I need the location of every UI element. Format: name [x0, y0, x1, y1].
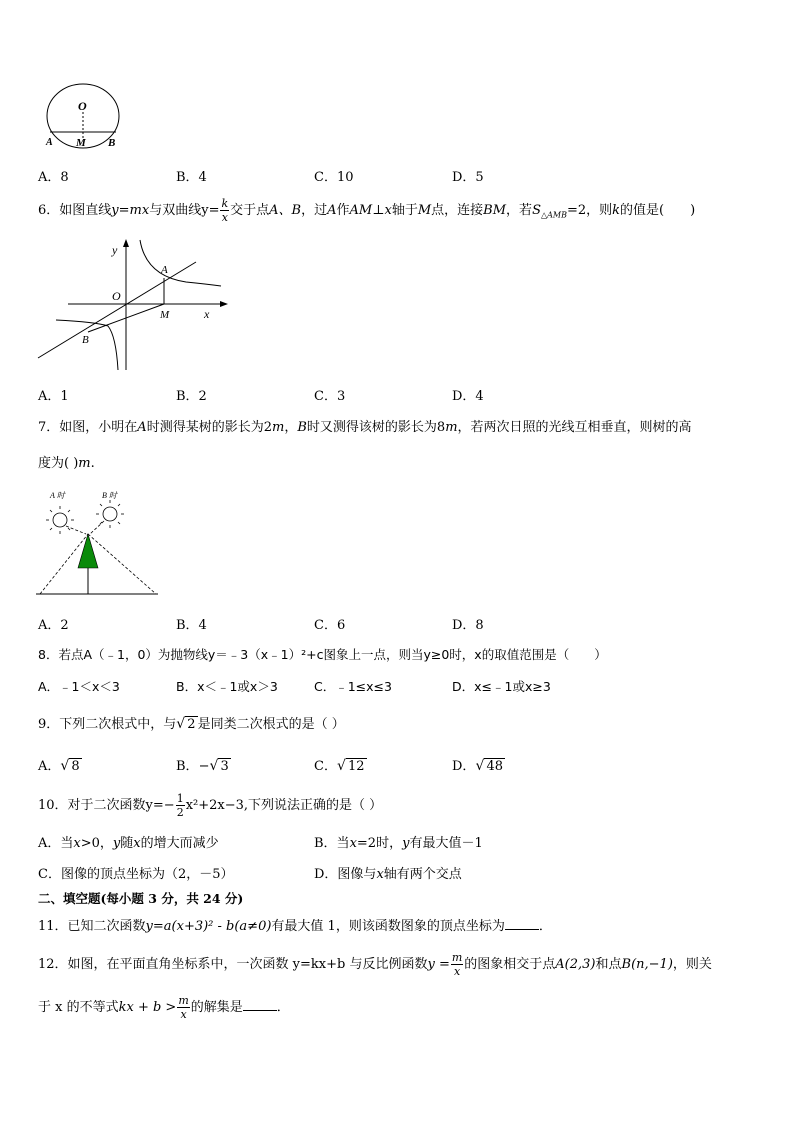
- q12-frac-den: x: [180, 1008, 187, 1021]
- q10-var: y: [112, 836, 121, 851]
- q10-option-a: [38, 832, 219, 851]
- q6-x-arrow: [220, 301, 228, 307]
- q12-text: 和点: [595, 957, 622, 972]
- q12-expr: kx + b >: [118, 1000, 177, 1015]
- q9-radicand: 2: [187, 717, 196, 732]
- q6-option-d: D．4: [452, 389, 484, 404]
- q7-text: ，若两次日照的光线互相垂直，则树的高: [457, 420, 692, 435]
- q7-sun-b-icon: [96, 500, 124, 528]
- q7-number: 7．: [38, 420, 60, 435]
- q6-area-sub: △AMB: [540, 210, 567, 220]
- q10-opt-text: A．当: [38, 836, 74, 851]
- q7-text: 时又测得该树的影长为: [306, 420, 437, 435]
- q7-ray-b: [88, 534, 156, 594]
- q5-label-o: O: [78, 99, 87, 113]
- q9-sign: −: [198, 759, 210, 774]
- q6-expr: y=: [201, 203, 220, 218]
- q6-text: 交于点: [230, 203, 270, 218]
- q12-text: 12．如图，在平面直角坐标系中，一次函数 y=kx+b 与反比例函数: [38, 957, 428, 972]
- q5-option-c: C．10: [314, 170, 354, 185]
- q5-figure: [40, 82, 132, 152]
- q6-hyperbola-upper: [140, 240, 221, 286]
- q12-point-b: B(n,−1): [621, 957, 673, 972]
- q7-question-line1: [38, 416, 692, 435]
- q6-y-arrow: [123, 239, 129, 247]
- q7-option-a: A．2: [38, 618, 69, 633]
- q7-option-b: B．4: [176, 618, 207, 633]
- q6-label-o: O: [112, 289, 121, 303]
- q6-text: 如图直线: [59, 203, 112, 218]
- q6-line-y-mx: [38, 262, 196, 358]
- q9-sqrt: [176, 717, 197, 732]
- q5-label-m: M: [76, 137, 86, 149]
- q10-question: [38, 792, 382, 819]
- q12-question-line1: [38, 951, 712, 978]
- q5-option-d: D．5: [452, 170, 484, 185]
- q6-perp: ⊥: [372, 203, 385, 218]
- q12-answer-blank[interactable]: [243, 998, 277, 1011]
- q7-text: ，: [284, 420, 298, 435]
- q6-text: ，过: [301, 203, 328, 218]
- q8-option-d: D．x≤﹣1或x≥3: [452, 679, 551, 694]
- q9-option-b: [176, 755, 231, 774]
- q9-option-letter: A．: [38, 759, 61, 774]
- q10-option-b: [314, 832, 483, 851]
- q8-question: 8．若点A（﹣1，0）为抛物线y＝﹣3（x﹣1）²+c图象上一点，则当y≥0时，x的取值范围是（ ）: [38, 647, 607, 662]
- q12-text: 的解集是: [190, 1000, 243, 1015]
- q7-tree-icon: [78, 534, 98, 568]
- q7-text: 时测得某树的影长为: [146, 420, 264, 435]
- q9-radicand: 3: [220, 759, 229, 774]
- q7-time-b: B: [297, 420, 307, 435]
- q6-frac-den: x: [221, 211, 228, 224]
- q9-radicand: 12: [347, 759, 365, 774]
- q5-option-a: A．8: [38, 170, 69, 185]
- q8-option-a: A．﹣1＜x＜3: [38, 679, 120, 694]
- q6-points: A、B: [269, 203, 302, 218]
- q9-sqrt: [337, 759, 367, 774]
- q7-sun-b-ray: [90, 521, 104, 534]
- q9-option-c: [314, 755, 367, 774]
- q10-opt-text: B．当: [314, 836, 350, 851]
- q12-text: 于 x 的不等式: [38, 1000, 119, 1015]
- q12-fraction: [177, 994, 189, 1021]
- q10-text: 10．对于二次函数: [38, 798, 146, 813]
- q7-unit: m: [271, 420, 285, 435]
- q6-text: 轴于: [391, 203, 418, 218]
- q12-frac-num: m: [178, 994, 189, 1007]
- q7-text: 度为( ): [38, 456, 79, 471]
- q6-bm: BM: [483, 203, 507, 218]
- q6-option-b: B．2: [176, 389, 207, 404]
- q7-label-a-time: A 时: [50, 491, 65, 500]
- q12-fraction: [451, 951, 463, 978]
- q6-text: 点，连接: [431, 203, 484, 218]
- q7-time-a: A: [137, 420, 147, 435]
- q7-label-b-time: B 时: [102, 491, 117, 500]
- q6-fraction: [220, 197, 229, 224]
- q7-text: 如图，小明在: [59, 420, 138, 435]
- q10-option-d: [314, 863, 462, 882]
- q10-opt-text: D．图像与: [314, 867, 377, 882]
- q6-expr: =mx: [118, 203, 150, 218]
- q5-label-a: A: [46, 137, 53, 148]
- q9-option-a: [38, 755, 82, 774]
- q11-text: 11．已知二次函数: [38, 919, 146, 934]
- q6-text: 与双曲线: [149, 203, 202, 218]
- q7-unit: m: [445, 420, 458, 435]
- q10-var: x: [133, 836, 141, 851]
- q7-figure: [36, 486, 166, 598]
- q9-sqrt: [475, 759, 505, 774]
- q6-label-x: x: [204, 307, 210, 321]
- q6-point-m: M: [417, 203, 432, 218]
- q12-frac-num: m: [451, 951, 463, 964]
- q6-text: 的值是( ): [620, 203, 696, 218]
- q12-question-line2: [38, 994, 290, 1021]
- q10-opt-text: 的增大而减少: [140, 836, 219, 851]
- q6-text: =2，则: [566, 203, 613, 218]
- q7-sun-a-icon: [46, 506, 74, 534]
- q10-opt-text: 随: [120, 836, 134, 851]
- q10-var: x: [376, 867, 384, 882]
- q12-frac-den: x: [453, 965, 461, 978]
- q6-option-a: A．1: [38, 389, 69, 404]
- q10-var: x: [73, 836, 81, 851]
- q11-answer-blank[interactable]: [505, 917, 539, 930]
- q11-question: [38, 915, 552, 934]
- q10-frac-den: 2: [176, 806, 184, 819]
- q6-label-y: y: [112, 243, 118, 257]
- q9-sqrt: [209, 759, 230, 774]
- q12-text: 的图象相交于点: [464, 957, 556, 972]
- q9-option-letter: D．: [452, 759, 476, 774]
- q6-number: 6．: [38, 203, 60, 218]
- q10-var: y: [402, 836, 410, 851]
- q9-radicand: 8: [71, 759, 80, 774]
- q7-option-c: C．6: [314, 618, 346, 633]
- q11-text: 有最大值 1，则该函数图象的顶点坐标为: [271, 919, 505, 934]
- q10-opt-text: >0，: [80, 836, 113, 851]
- q7-unit: m: [78, 456, 91, 471]
- q6-label-b: B: [82, 334, 89, 346]
- q6-point-a: A: [327, 203, 337, 218]
- q10-opt-text: 轴有两个交点: [383, 867, 462, 882]
- q6-text: ，若: [506, 203, 533, 218]
- q10-text: 下列说法正确的是（ ）: [248, 798, 383, 813]
- q10-var: x: [349, 836, 357, 851]
- q6-text: 作: [336, 203, 350, 218]
- q6-frac-num: k: [221, 197, 229, 210]
- q10-expr: y=−: [145, 798, 175, 813]
- q6-label-m: M: [160, 309, 170, 321]
- q10-frac-num: 1: [176, 792, 184, 805]
- q9-question: [38, 713, 345, 732]
- q10-opt-text: 有最大值－1: [409, 836, 483, 851]
- q6-x: x: [384, 203, 392, 218]
- q7-sun-a-ray: [66, 526, 86, 534]
- q10-fraction: [176, 792, 185, 819]
- q9-radicand: 48: [486, 759, 503, 774]
- q8-option-b: B．x＜﹣1或x＞3: [176, 679, 278, 694]
- section-title: 二、填空题(每小题 3 分，共 24 分): [38, 891, 244, 906]
- q5-option-b: B．4: [176, 170, 207, 185]
- q9-sqrt: [60, 759, 81, 774]
- q10-option-c: C．图像的顶点坐标为（2，－5）: [38, 867, 234, 882]
- q10-opt-text: =2时，: [356, 836, 403, 851]
- q6-option-c: C．3: [314, 389, 346, 404]
- q12-point-a: A(2,3): [555, 957, 596, 972]
- q9-option-letter: C．: [314, 759, 337, 774]
- q9-text: 是同类二次根式的是（ ）: [197, 717, 345, 732]
- q6-question: [38, 197, 695, 224]
- q6-expr: y: [111, 203, 119, 218]
- q11-text: ．: [538, 919, 552, 934]
- q6-k: k: [612, 203, 621, 218]
- q12-text: ，则关: [672, 957, 712, 972]
- q7-question-line2: [38, 452, 95, 471]
- q7-option-d: D．8: [452, 618, 484, 633]
- q9-option-d: [452, 755, 505, 774]
- q12-text: ．: [276, 1000, 290, 1015]
- q10-expr: x²+2x−3,: [185, 798, 249, 813]
- q7-value-1: 2: [263, 420, 272, 435]
- q6-figure: [36, 236, 236, 376]
- q5-label-b: B: [108, 137, 116, 149]
- q7-text: .: [90, 456, 95, 471]
- q6-area-s: S: [532, 203, 541, 218]
- q6-label-a: A: [161, 264, 168, 276]
- q9-text: 9．下列二次根式中，与: [38, 717, 177, 732]
- q12-expr: y =: [427, 957, 450, 972]
- q7-value-2: 8: [436, 420, 446, 435]
- q11-expr: y=a(x+3)² - b(a≠0): [145, 919, 272, 934]
- q9-option-letter: B．: [176, 759, 199, 774]
- q8-option-c: C．﹣1≤x≤3: [314, 679, 392, 694]
- q6-am: AM: [349, 203, 373, 218]
